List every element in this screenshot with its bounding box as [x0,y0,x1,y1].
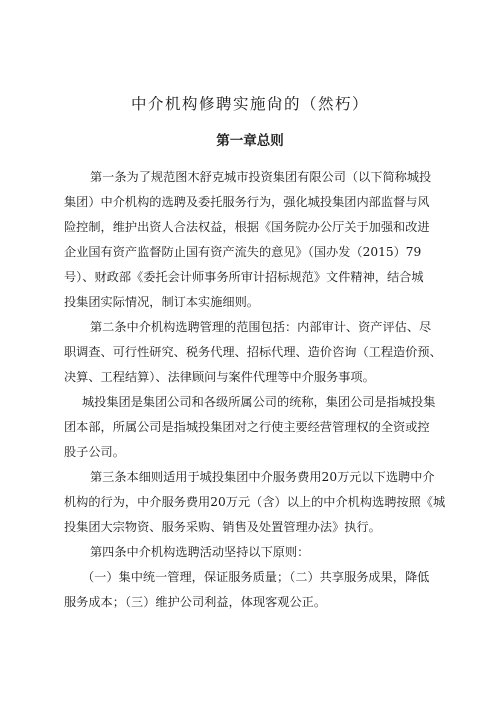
article-1-line-3: 险控制，维护出资人合法权益，根据《国务院办公厅关于加强和改进 [64,220,430,234]
article-3-line-1: 第三条本细则适用于城投集团中介服务费用20万元以下选聘中介 [90,470,435,484]
chapter-heading: 第一章总则 [216,133,284,149]
article-1-line-4: 企业国有资产监督防止国有资产流失的意见》（国办发（2015）79 [64,245,422,259]
article-1-line-6: 投集团实际情况，制订本实施细则。 [64,295,259,309]
article-3-line-3: 投集团大宗物资、服务采购、销售及处置管理办法》执行。 [64,520,381,534]
article-4-line-1: 第四条中介机构选聘活动坚持以下原则： [90,545,310,559]
article-4-principles-line-1: （一）集中统一管理，保证服务质量；（二）共享服务成果，降低 [82,570,430,584]
article-4-principles-line-2: 服务成本；（三）维护公司利益，体现客观公正。 [64,595,327,609]
article-2-para-2-line-2: 团本部，所属公司是指城投集团对之行使主要经营管理权的全资或控 [64,420,430,434]
article-1-line-5: 号）、财政部《委托会计师事务所审计招标规范》文件精神，结合城 [64,270,424,284]
document-title: 中介机构修聘实施尙的（然朽） [130,95,369,113]
article-1-line-2: 集团）中介机构的选聘及委托服务行为，强化城投集团内部监督与风 [64,195,430,209]
article-2-line-2: 职调查、可行性研究、税务代理、招标代理、造价咨询（工程造价预、 [64,345,442,359]
article-1-line-1: 第一条为了规范图木舒克城市投资集团有限公司（以下简称城投 [90,170,432,184]
article-2-line-1: 第二条中介机构选聘管理的范围包括：内部审计、资产评估、尽 [90,320,432,334]
article-3-line-2: 机构的行为，中介服务费用20万元（含）以上的中介机构选聘按照《城 [64,495,446,509]
article-2-line-3: 决算、工程结算）、法律顾问与案件代理等中介服务事项。 [64,370,375,384]
article-2-para-2-line-1: 城投集团是集团公司和各级所属公司的统称，集团公司是指城投集 [82,395,436,409]
article-2-para-2-line-3: 股子公司。 [64,445,125,459]
